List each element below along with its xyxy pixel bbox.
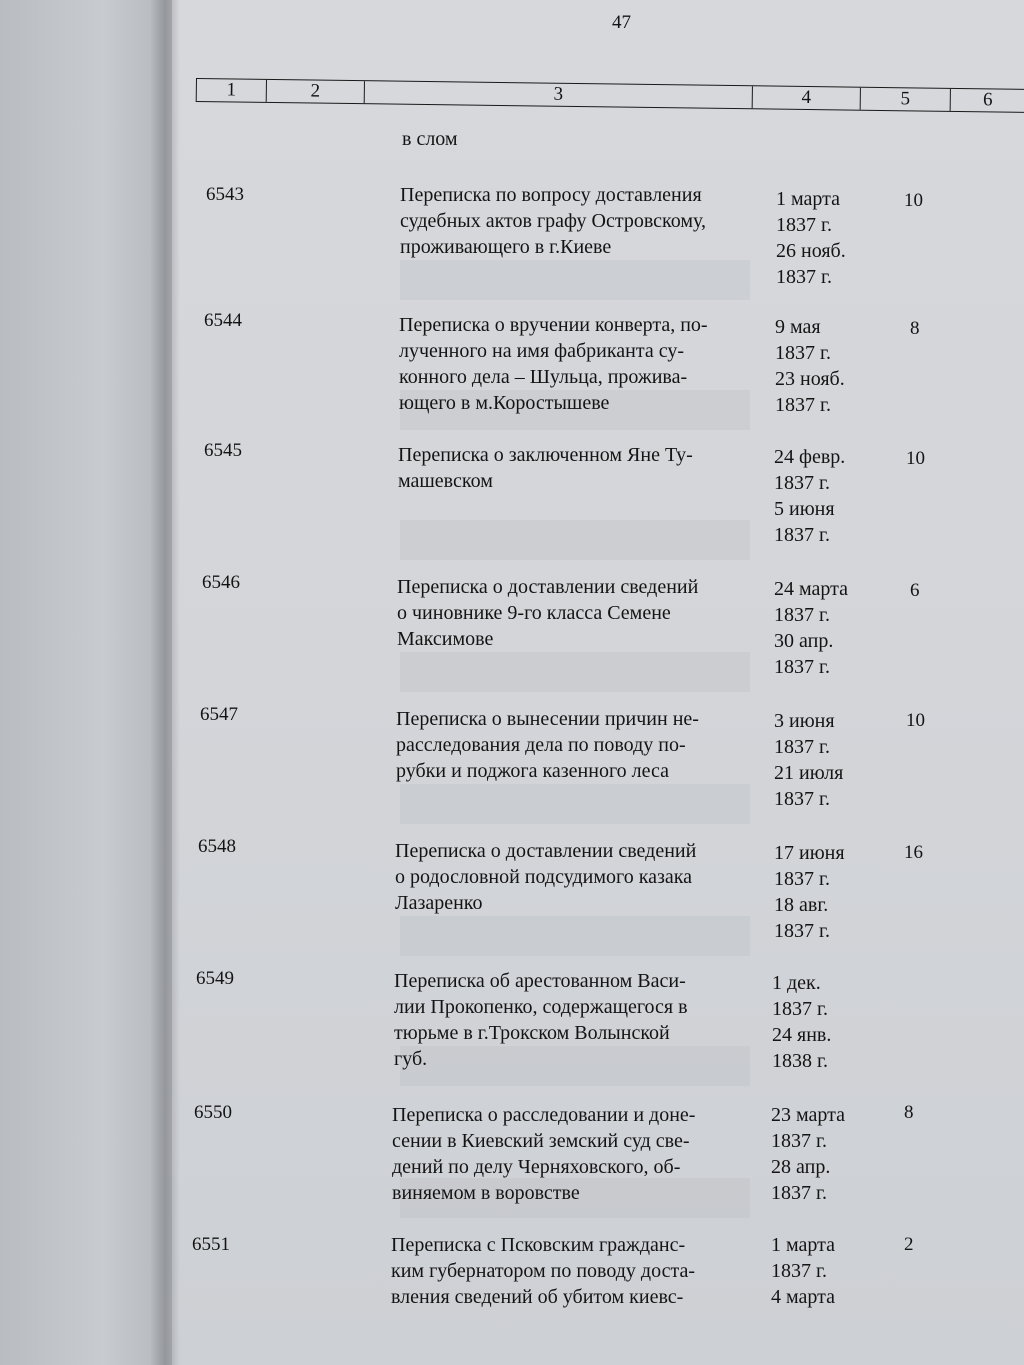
case-number: 6545: [204, 440, 242, 461]
sheet-count: 8: [904, 1102, 914, 1123]
case-date-line: 1837 г.: [774, 920, 830, 942]
case-date-line: 5 июня: [774, 498, 835, 520]
case-date-line: 1837 г.: [771, 1182, 827, 1204]
case-title-line: о чиновнике 9-го класса Семене: [397, 602, 671, 624]
column-header-6: 6: [982, 89, 993, 111]
case-date-line: 1837 г.: [771, 1130, 827, 1152]
case-date-line: 1837 г.: [774, 736, 830, 758]
case-date-line: 18 авг.: [774, 894, 829, 916]
case-date-line: 23 марта: [771, 1104, 845, 1126]
case-date-line: 1837 г.: [774, 868, 830, 890]
case-title-line: расследования дела по поводу по-: [396, 734, 686, 756]
case-date-line: 1837 г.: [776, 266, 832, 288]
case-title-line: Переписка о доставлении сведений: [397, 576, 699, 598]
case-number: 6543: [206, 184, 244, 205]
case-date-line: 24 февр.: [774, 446, 846, 468]
column-header-5: 5: [861, 88, 951, 111]
case-date-line: 21 июля: [774, 762, 844, 784]
case-title-line: ким губернатором по поводу доста-: [391, 1260, 696, 1282]
sheet-count: 16: [904, 842, 923, 863]
case-title-line: вления сведений об убитом киевс-: [391, 1286, 684, 1308]
case-date-line: 1 марта: [776, 188, 840, 210]
case-number: 6551: [192, 1234, 230, 1255]
bleed-through-4: [400, 652, 750, 692]
case-number: 6547: [200, 704, 238, 725]
column-header-2: 2: [267, 80, 365, 103]
left-page-edge: [0, 0, 172, 1365]
case-date-line: 9 мая: [775, 316, 821, 338]
case-title-line: о родословной подсудимого казака: [395, 866, 693, 888]
case-date-line: 24 марта: [774, 578, 848, 600]
case-title-line: машевском: [398, 470, 493, 492]
case-date-line: 1 марта: [771, 1234, 835, 1256]
case-date-line: 24 янв.: [772, 1024, 832, 1046]
case-date-line: 1837 г.: [775, 342, 831, 364]
case-title-line: конного дела – Шульца, прожива-: [399, 366, 688, 388]
sheet-count: 8: [910, 318, 920, 339]
case-title-line: лученного на имя фабриканта су-: [399, 340, 685, 362]
sheet-count: 10: [904, 190, 923, 211]
case-date-line: 1837 г.: [774, 788, 830, 810]
page-number: 47: [612, 12, 631, 33]
case-title-line: Переписка о вручении конверта, по-: [399, 314, 708, 336]
case-date-line: 1837 г.: [774, 524, 830, 546]
case-date-line: 4 марта: [771, 1286, 835, 1308]
case-title-line: Переписка об арестованном Васи-: [394, 970, 686, 992]
case-date-line: 1837 г.: [774, 604, 830, 626]
case-title-line: Переписка о доставлении сведений: [395, 840, 697, 862]
bleed-through-7: [400, 1046, 750, 1086]
case-title-line: Лазаренко: [395, 892, 483, 914]
case-date-line: 3 июня: [774, 710, 835, 732]
case-title-line: губ.: [394, 1048, 428, 1070]
case-title-line: виняемом в воровстве: [392, 1182, 580, 1204]
case-title-line: судебных актов графу Островскому,: [400, 210, 706, 232]
case-date-line: 26 нояб.: [776, 240, 846, 262]
bleed-through-6: [400, 916, 750, 956]
sheet-count: 10: [906, 448, 925, 469]
case-date-line: 1837 г.: [772, 998, 828, 1020]
column-header-4: 4: [753, 86, 861, 109]
case-number: 6548: [198, 836, 236, 857]
book-gutter: [150, 0, 180, 1365]
case-date-line: 1837 г.: [771, 1260, 827, 1282]
case-title-line: дений по делу Черняховского, об-: [392, 1156, 681, 1178]
case-date-line: 17 июня: [774, 842, 845, 864]
case-number: 6546: [202, 572, 240, 593]
case-number: 6550: [194, 1102, 232, 1123]
case-title-line: Переписка о заключенном Яне Ту-: [398, 444, 693, 466]
case-date-line: 1837 г.: [776, 214, 832, 236]
bleed-through-3: [400, 520, 750, 560]
case-number: 6544: [204, 310, 242, 331]
case-number: 6549: [196, 968, 234, 989]
case-date-line: 30 апр.: [774, 630, 834, 652]
case-title-line: Максимове: [397, 628, 494, 650]
column-header-1: 1: [197, 79, 267, 102]
case-title-line: рубки и поджога казенного леса: [396, 760, 670, 782]
case-date-line: 1 дек.: [772, 972, 821, 994]
case-title-line: Переписка по вопросу доставления: [400, 184, 702, 206]
case-date-line: 23 нояб.: [775, 368, 845, 390]
case-title-line: Переписка о расследовании и доне-: [392, 1104, 696, 1126]
case-title-line: сении в Киевский земский суд све-: [392, 1130, 690, 1152]
case-title-line: Переписка с Псковским гражданс-: [391, 1234, 686, 1256]
bleed-through-1: [400, 260, 750, 300]
case-date-line: 1838 г.: [772, 1050, 828, 1072]
case-title-line: тюрьме в г.Трокском Волынской: [394, 1022, 670, 1044]
case-date-line: 1837 г.: [775, 394, 831, 416]
continued-title: в слом: [402, 128, 458, 150]
case-title-line: проживающего в г.Киеве: [400, 236, 612, 258]
sheet-count: 2: [904, 1234, 914, 1255]
case-date-line: 1837 г.: [774, 472, 830, 494]
sheet-count: 10: [906, 710, 925, 731]
column-header-3: 3: [365, 81, 753, 108]
sheet-count: 6: [910, 580, 920, 601]
bleed-through-5: [400, 784, 750, 824]
case-title-line: Переписка о вынесении причин не-: [396, 708, 699, 730]
case-title-line: лии Прокопенко, содержащегося в: [394, 996, 688, 1018]
case-date-line: 1837 г.: [774, 656, 830, 678]
case-title-line: ющего в м.Коростышеве: [399, 392, 610, 414]
case-date-line: 28 апр.: [771, 1156, 831, 1178]
